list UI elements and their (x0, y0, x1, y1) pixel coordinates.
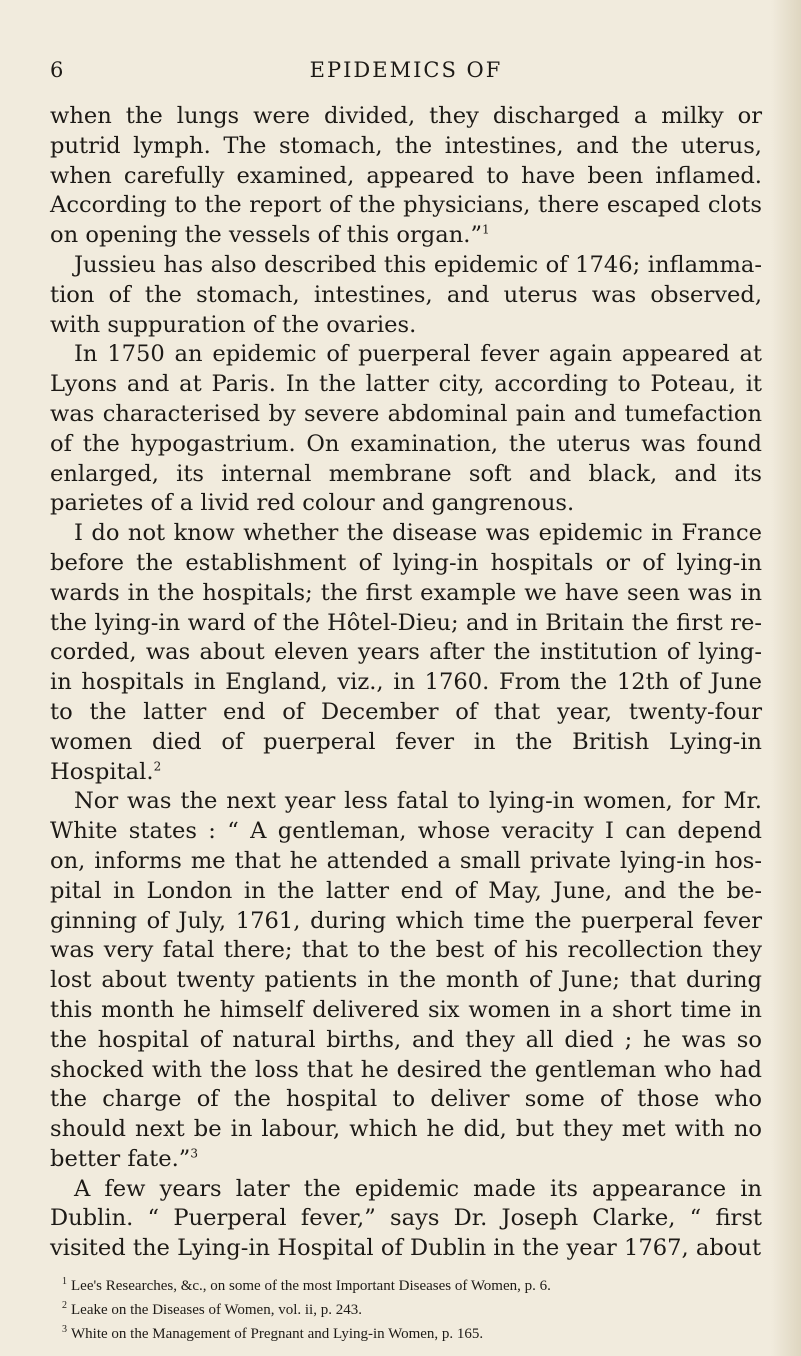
paragraph-text: Nor was the next year less fatal to lying-in women, for Mr. White states : “ A gentleman, whose veracity I can depend on, informs me that he attended a small private lying-in hos-pital in London in the latter end of May, June, and the be-ginning of July, 1761, during which time the puerperal fever was very fatal there; that to the best of his recollection they lost about twenty patients in the month of June; that during this month he himself delivered six women in a short time in the hospital of natural births, and they all died ; he was so shocked with the loss that he desired the gentleman who had the charge of the hospital to deliver some of those who should next be in labour, which he did, but they met with no better fate.” (50, 788, 762, 1172)
footnote-mark: 3 (62, 1324, 67, 1336)
footnote (50, 1320, 762, 1344)
page-header (50, 58, 762, 96)
running-head: EPIDEMICS OF (309, 58, 503, 82)
page-number: 6 (50, 58, 65, 82)
paragraph-text: I do not know whether the disease was epidemic in France before the establishment of lying-in hospitals or of lying-in wards in the hospitals; the first example we have seen was in the lying-in ward of the Hôtel-Dieu; and in Britain the first re-corded, was about eleven years after the institution of lying-in hospitals in England, viz., in 1760. From the 12th of June to the latter end of December of that year, twenty-four women died of puerperal fever in the British Lying-in Hospital. (50, 520, 762, 785)
paragraph (50, 340, 762, 519)
paragraph (50, 519, 762, 787)
paragraph-text: In 1750 an epidemic of puerperal fever again appeared at Lyons and at Paris. In the latter city, according to Poteau, it was characterised by severe abdominal pain and tumefaction of the hypogastrium. On examination, the uterus was found enlarged, its internal membrane soft and black, and its parietes of a livid red colour and gangrenous. (50, 341, 762, 517)
footnote-mark: 1 (62, 1276, 67, 1288)
footnote-ref: 3 (190, 1146, 199, 1161)
paragraph (50, 102, 762, 251)
footnote (50, 1272, 762, 1296)
paragraph (50, 787, 762, 1174)
footnote-ref: 2 (153, 759, 162, 773)
paragraph-text: when the lungs were divided, they discharged a milky or putrid lymph. The stomach, the intestines, and the uterus, when carefully examined, appeared to have been inflamed. According to the report of the physicians, there escaped clots on opening the vessels of this organ.” (50, 103, 762, 249)
body-text (50, 102, 762, 1264)
page-edge-shadow (771, 0, 801, 1356)
book-page (50, 58, 762, 1344)
paragraph-text: Jussieu has also described this epidemic of 1746; inflamma-tion of the stomach, intestines, and uterus was observed, with suppuration of the ovaries. (50, 251, 762, 338)
footnote-text: Leake on the Diseases of Women, vol. ii, p. 243. (71, 1302, 362, 1319)
footnote-ref: 1 (482, 222, 490, 237)
paragraph (50, 251, 762, 340)
footnote (50, 1296, 762, 1320)
paragraph-text: A few years later the epidemic made its appearance in Dublin. “ Puerperal fever,” says Dr. Joseph Clarke, “ first visited the Lying-in Hospital of Dublin in the year 1767, about (50, 1175, 762, 1262)
footnote-text: White on the Management of Pregnant and Lying-in Women, p. 165. (71, 1326, 484, 1343)
paragraph (50, 1175, 762, 1264)
footnote-text: Lee's Researches, &c., on some of the most Important Diseases of Women, p. 6. (71, 1278, 551, 1295)
footnotes (50, 1272, 762, 1344)
footnote-mark: 2 (62, 1300, 67, 1312)
